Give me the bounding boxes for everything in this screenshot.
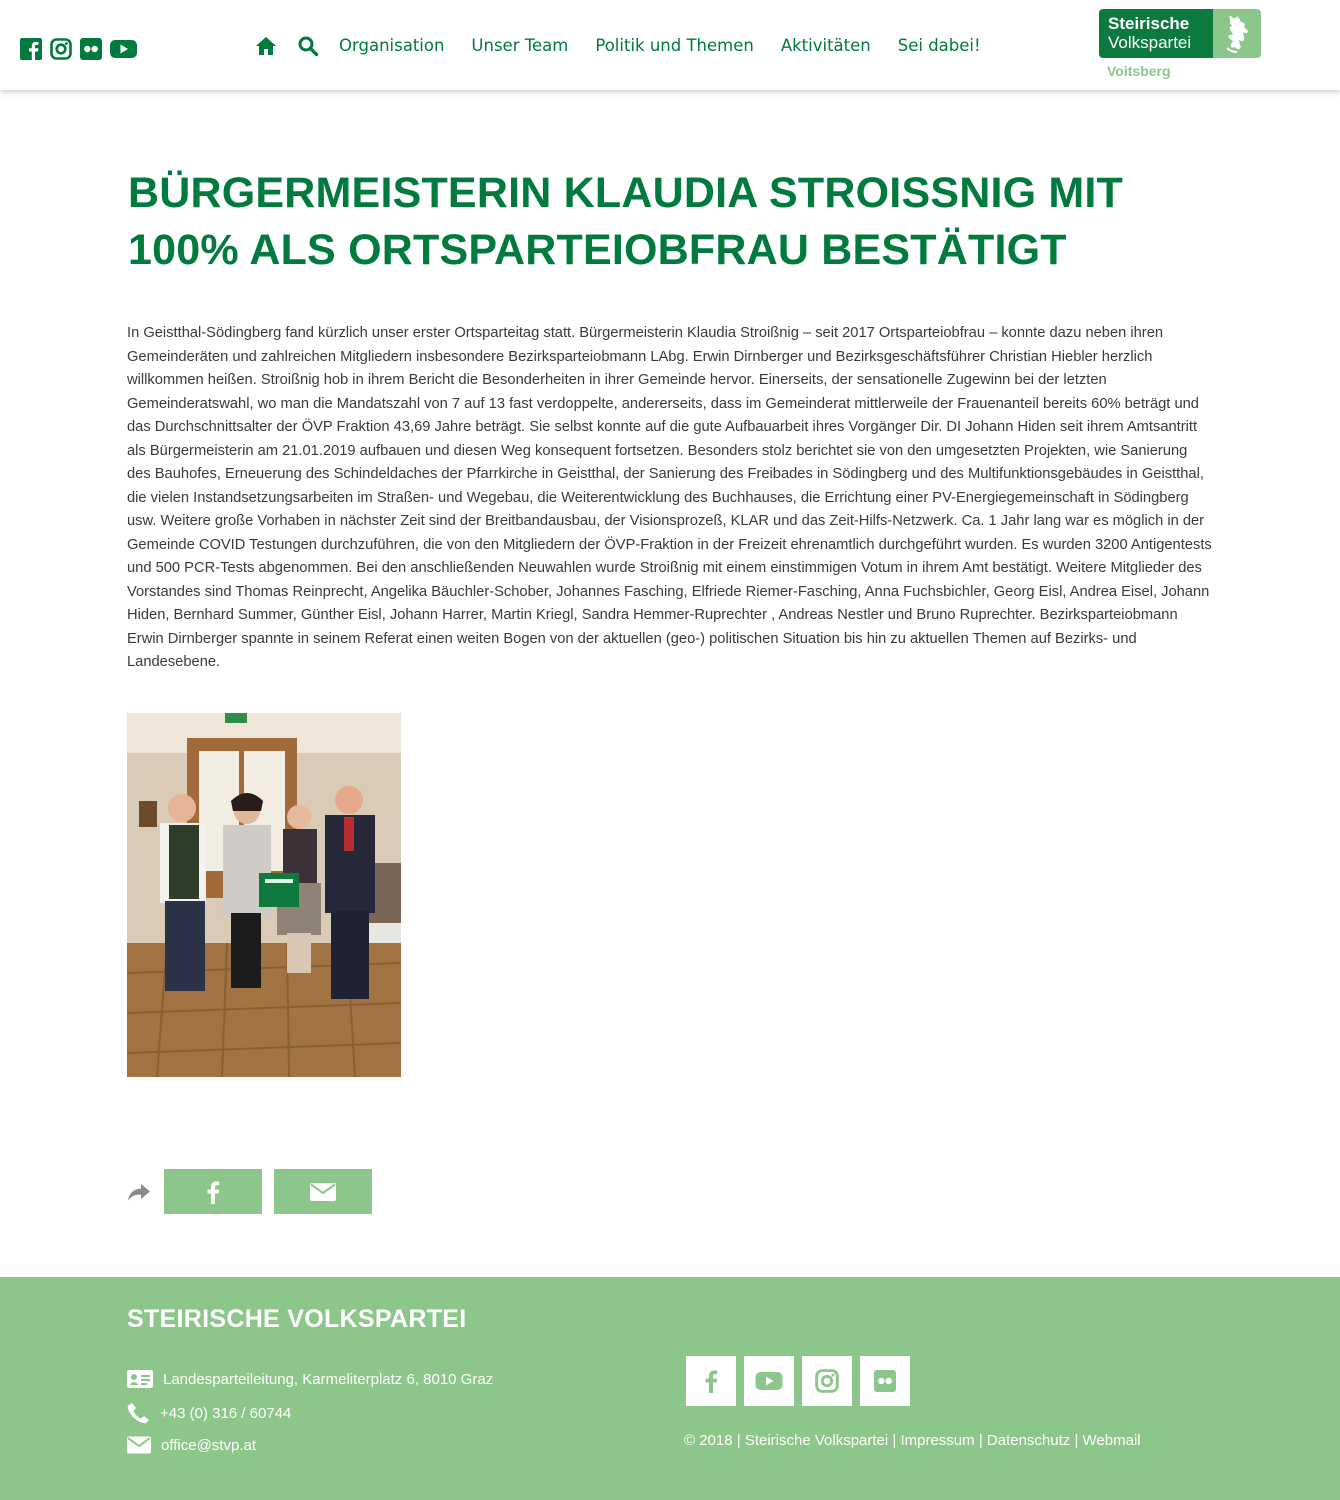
logo-subtitle: Voitsberg [1107,63,1171,79]
logo-box [1099,9,1261,58]
footer-address [127,1369,493,1389]
footer-link-webmail[interactable]: Webmail [1082,1432,1141,1449]
facebook-icon [704,1368,718,1394]
envelope-icon [127,1436,151,1454]
footer-phone-text: +43 (0) 316 / 60744 [160,1404,292,1422]
flickr-icon[interactable] [80,38,102,60]
flickr-icon [874,1370,896,1392]
panther-crest-icon [1213,9,1261,58]
footer-title: STEIRISCHE VOLKSPARTEI [127,1305,467,1333]
group-photo-illustration [127,713,401,1077]
footer-legal-links [684,1432,1141,1449]
footer-facebook-link[interactable] [686,1356,736,1406]
home-icon[interactable] [255,35,277,57]
instagram-icon [815,1369,839,1393]
footer-youtube-link[interactable] [744,1356,794,1406]
phone-icon [127,1402,150,1424]
footer-social-links [686,1356,910,1406]
youtube-icon[interactable] [110,38,137,60]
facebook-icon [206,1180,220,1204]
header-social-links [20,38,137,60]
nav-item-aktivitaeten[interactable]: Aktivitäten [780,36,871,55]
address-card-icon [127,1369,153,1389]
article-photo[interactable] [127,713,401,1077]
share-facebook-button[interactable] [164,1169,262,1214]
share-arrow-icon [127,1180,151,1204]
footer-copyright: © 2018 | Steirische Volkspartei | [684,1432,897,1449]
site-logo[interactable] [1099,9,1261,79]
footer-email-text: office@stvp.at [161,1436,256,1454]
article-title: BÜRGERMEISTERIN KLAUDIA STROISSNIG MIT 100% ALS ORTSPARTEIOBFRAU BESTÄTIGT [128,169,1124,274]
logo-line-1: Steirische [1108,14,1190,33]
envelope-icon [310,1182,336,1202]
footer-separator: | [1074,1432,1079,1449]
footer-phone[interactable] [127,1402,291,1424]
footer-separator: | [978,1432,983,1449]
youtube-icon [754,1370,784,1392]
nav-item-unser-team[interactable]: Unser Team [471,36,569,55]
logo-line-2: Volkspartei [1108,33,1192,52]
nav-item-sei-dabei[interactable]: Sei dabei! [897,36,981,55]
search-icon[interactable] [297,35,319,57]
footer-link-impressum[interactable]: Impressum [900,1432,975,1449]
article-body: In Geistthal-Södingberg fand kürzlich unser erster Ortsparteitag statt. Bürgermeisterin Klaudia Stroißnig – seit 2017 Ortsparteiobfrau – konnte dazu neben ihren Gemeinderäten und zahlreichen Mitgliedern insbesondere Bezirksparteiobmann LAbg. Erwin Dirnberger und Bezirksgeschäftsführer Christian Hiebler herzlich willkommen heißen. Stroißnig hob in ihrem Bericht die Besonderheiten in ihrer Gemeinde hervor. Einerseits, der sensationelle Zugewinn bei der letzten Gemeinderatswahl, wo man die Mandatszahl von 7 auf 13 fast verdoppelte, andererseits, dass im Gemeinderat mittlerweile der Frauenanteil bereits 60% beträgt und das Durchschnittsalter der ÖVP Fraktion 43,69 Jahre beträgt. Sie selbst konnte auf die gute Aufbauarbeit ihres Vorgänger Dir. DI Johann Hiden seit ihrem Amtsantritt als Bürgermeisterin am 21.01.2019 aufbauen und diesen Weg konsequent fortsetzen. Besonders stolz berichtet sie von den umgesetzten Projekten, wie Sanierung des Bauhofes, Erneuerung des Schindeldaches der Pfarrkirche in Geistthal, der Sanierung des Freibades in Södingberg und des Multifunktionsgebäudes in Geistthal, die vielen Instandsetzungsarbeiten im Straßen- und Wegebau, die Weiterentwicklung des Buchhauses, die Errichtung einer PV-Energiegemeinschaft in Södingberg usw. Weitere große Vorhaben in nächster Zeit sind der Breitbandausbau, der Visionsprozeß, KLAR und das Zeit-Hilfs-Netzwerk. Ca. 1 Jahr lang war es möglich in der Gemeinde COVID Testungen durchzuführen, die von den Mitgliedern der ÖVP-Fraktion in der Freizeit ehrenamtlich durchgeführt wurden. Es wurden 3200 Antigentests und 500 PCR-Tests abgenommen. Bei den anschließenden Neuwahlen wurde Stroißnig mit einem einstimmigen Votum in ihrem Amt bestätigt. Weitere Mitglieder des Vorstandes sind Thomas Reinprecht, Angelika Bäuchler-Schober, Johannes Fasching, Elfriede Riemer-Fasching, Anna Fuchsbichler, Georg Eisl, Andrea Eisel, Johann Hiden, Bernhard Summer, Günther Eisl, Johann Harrer, Martin Kriegl, Sandra Hemmer-Ruprechter , Andreas Nestler und Bruno Ruprechter. Bezirksparteiobmann Erwin Dirnberger spannte in seinem Referat einen weiten Bogen von der aktuellen (geo-) politischen Situation bis hin zu aktuellen Themen auf Bezirks- und Landesebene. [127,325,1212,670]
site-header [0,0,1340,90]
facebook-icon[interactable] [20,38,42,60]
main-navigation [255,34,1008,58]
site-footer [0,1277,1340,1500]
share-email-button[interactable] [274,1169,372,1214]
footer-address-text: Landesparteileitung, Karmeliterplatz 6, 8010 Graz [163,1370,494,1388]
instagram-icon[interactable] [50,38,72,60]
nav-item-organisation[interactable]: Organisation [339,36,445,55]
logo-wordmark [1099,9,1213,58]
footer-flickr-link[interactable] [860,1356,910,1406]
footer-link-datenschutz[interactable]: Datenschutz [986,1432,1071,1449]
nav-item-politik-und-themen[interactable]: Politik und Themen [595,36,754,55]
share-bar [127,1169,384,1214]
footer-instagram-link[interactable] [802,1356,852,1406]
footer-email[interactable] [127,1436,256,1454]
